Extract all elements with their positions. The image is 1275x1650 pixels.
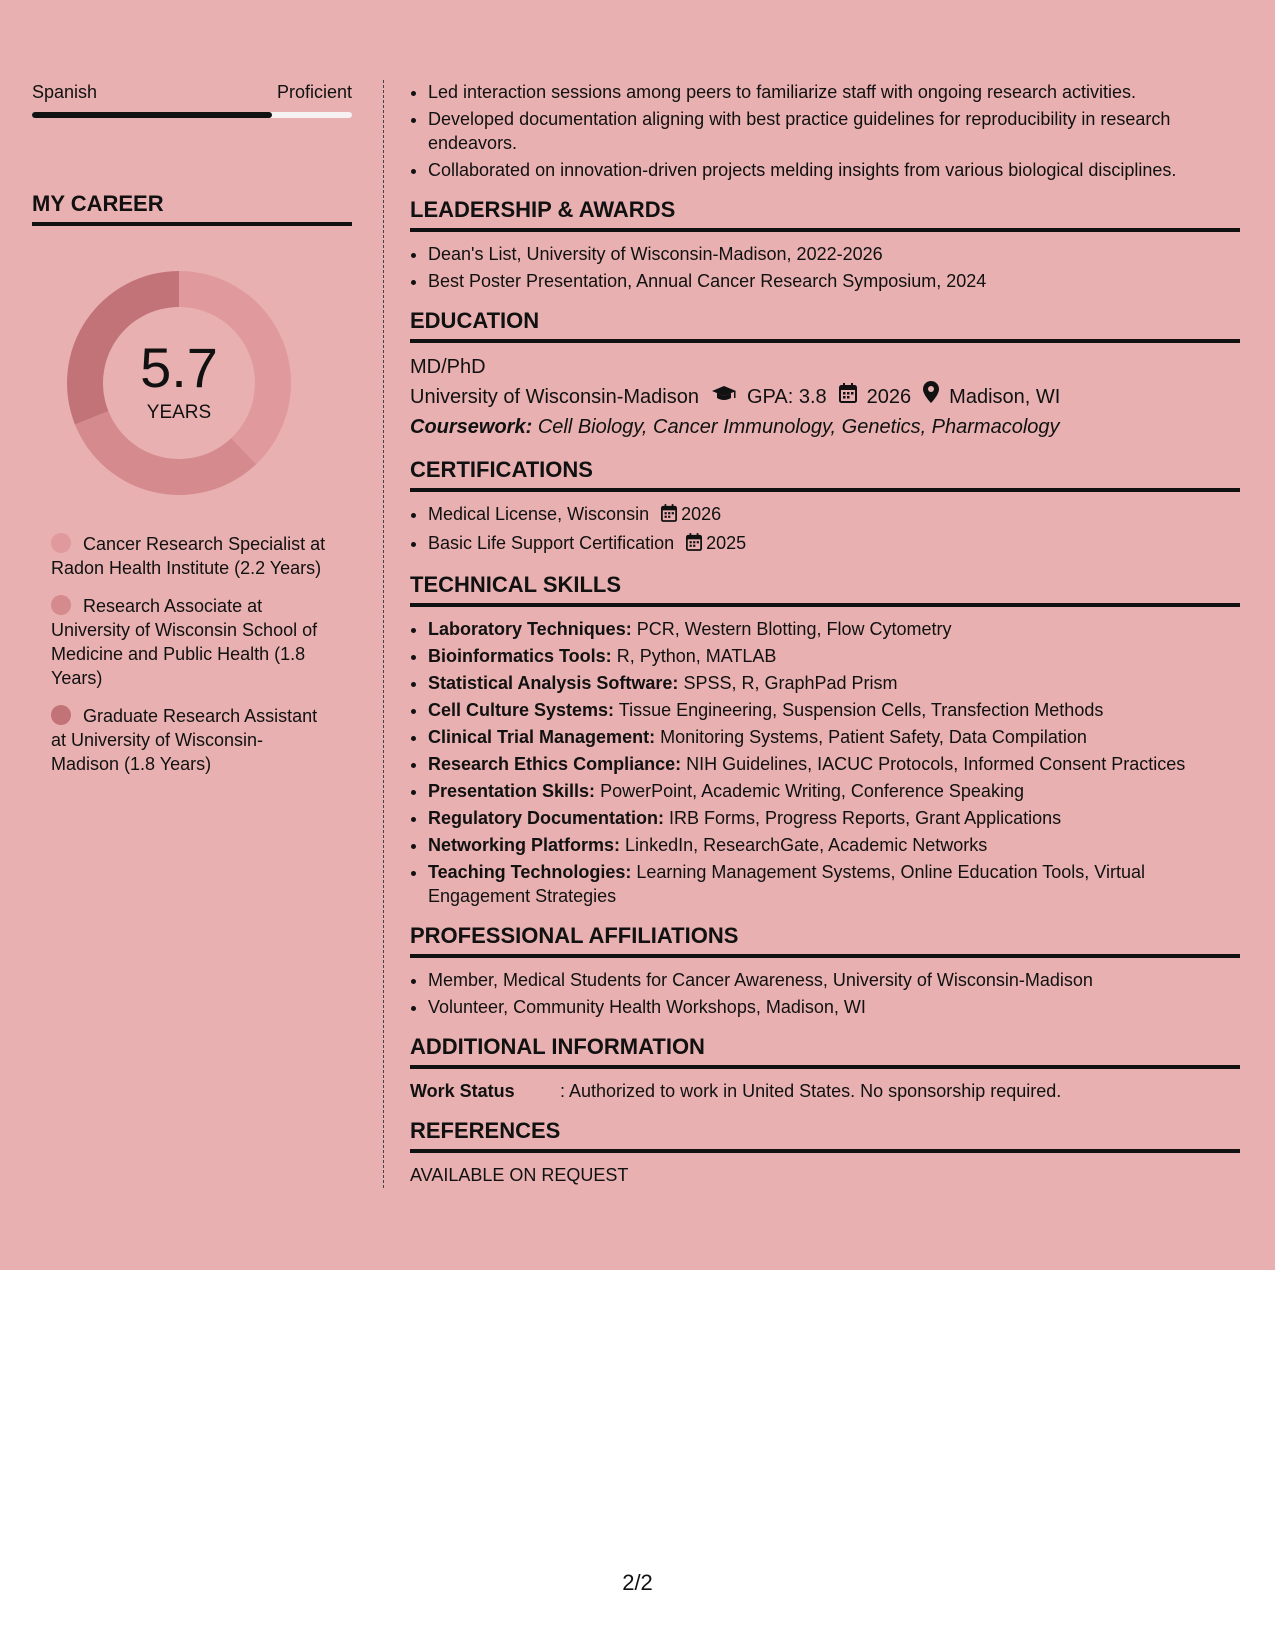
work-status-label: Work Status [410,1081,515,1101]
calendar-icon [686,533,702,557]
cert-year: 2025 [706,533,747,553]
leadership-title: LEADERSHIP & AWARDS [410,196,1240,232]
language-name: Spanish [32,82,98,102]
legend-dot-2 [51,595,71,615]
references-text: AVAILABLE ON REQUEST [410,1165,629,1185]
affiliations-title: PROFESSIONAL AFFILIATIONS [410,922,1240,958]
language-level: Proficient [276,82,352,102]
column-divider [383,80,384,1188]
coursework-list: Cell Biology, Cancer Immunology, Genetics, Pharmacology [537,416,1060,438]
skill-label: Laboratory Techniques: [428,619,632,639]
language-row [32,80,352,104]
education-details [410,381,1240,412]
list-item: • Dean's List, University of Wisconsin-Madison, 2022-2026 [428,242,1240,266]
skill-value: NIH Guidelines, IACUC Protocols, Informed Consent Practices [686,754,1186,774]
skill-item [428,617,1240,641]
skill-value: Monitoring Systems, Patient Safety, Data Compilation [660,727,1087,747]
left-column [32,80,352,790]
work-status-value: : Authorized to work in United States. No sponsorship required. [560,1081,1062,1101]
legend-item [51,594,331,690]
skill-item [428,698,1240,722]
certifications-title: CERTIFICATIONS [410,456,1240,492]
skill-value: R, Python, MATLAB [616,646,777,666]
skill-label: Research Ethics Compliance: [428,754,682,774]
skills-title: TECHNICAL SKILLS [410,571,1240,607]
affiliations-list [410,968,1240,1019]
skill-value: IRB Forms, Progress Reports, Grant Applications [669,808,1062,828]
degree: MD/PhD [410,356,486,378]
calendar-icon [661,504,677,528]
list-item: • Developed documentation aligning with best practice guidelines for reproducibility in research endeavors. [428,107,1240,155]
school-location: Madison, WI [949,385,1061,408]
list-item: • Collaborated on innovation-driven projects melding insights from various biological disciplines. [428,158,1240,182]
legend-dot-1 [51,533,71,553]
school-name: University of Wisconsin-Madison [410,385,699,408]
career-legend [51,532,331,776]
skill-label: Regulatory Documentation: [428,808,665,828]
experience-bullets [410,80,1240,182]
skill-item [428,860,1240,908]
skill-item [428,833,1240,857]
skill-value: SPSS, R, GraphPad Prism [683,673,898,693]
location-pin-icon [923,381,939,412]
graduation-cap-icon [711,382,737,412]
skill-value: Tissue Engineering, Suspension Cells, Transfection Methods [618,700,1104,720]
skill-item [428,644,1240,668]
cert-name: Medical License, Wisconsin [428,504,650,524]
right-column [410,80,1240,1187]
list-item [428,502,1240,528]
career-title: MY CAREER [32,190,352,226]
skill-label: Networking Platforms: [428,835,621,855]
skill-value: PCR, Western Blotting, Flow Cytometry [636,619,952,639]
legend-item [51,704,331,776]
gpa: GPA: 3.8 [746,385,827,408]
legend-item [51,532,331,580]
leadership-list [410,242,1240,293]
list-item: • Led interaction sessions among peers to familiarize staff with ongoing research activities. [428,80,1240,104]
language-bar-fill [32,112,272,118]
skill-label: Clinical Trial Management: [428,727,656,747]
legend-label: Graduate Research Assistant at University of Wisconsin-Madison (1.8 Years) [51,706,318,774]
skill-value: LinkedIn, ResearchGate, Academic Networks [625,835,988,855]
legend-label: Cancer Research Specialist at Radon Health Institute (2.2 Years) [51,534,326,578]
skill-item [428,671,1240,695]
list-item: • Best Poster Presentation, Annual Cancer Research Symposium, 2024 [428,269,1240,293]
skill-item [428,806,1240,830]
career-donut-chart [64,268,294,498]
list-item [428,531,1240,557]
skill-item [428,752,1240,776]
graduation-year: 2026 [866,385,912,408]
coursework-label: Coursework: [410,416,533,438]
legend-label: Research Associate at University of Wisconsin School of Medicine and Public Health (1.8 Years) [51,596,318,688]
skill-label: Statistical Analysis Software: [428,673,679,693]
skill-value: Learning Management Systems, Online Education Tools, Virtual Engagement Strategies [428,862,1145,906]
list-item: • Volunteer, Community Health Workshops, Madison, WI [428,995,1240,1019]
donut-center [64,268,294,498]
coursework [410,412,1240,442]
skill-label: Teaching Technologies: [428,862,632,882]
skill-label: Bioinformatics Tools: [428,646,612,666]
page-number: 2/2 [622,1570,653,1595]
language-bar [32,112,352,118]
skill-value: PowerPoint, Academic Writing, Conference Speaking [600,781,1024,801]
education-title: EDUCATION [410,307,1240,343]
calendar-icon [839,382,857,412]
career-unit: YEARS [146,402,212,423]
work-status-row [410,1079,1240,1103]
references-title: REFERENCES [410,1117,1240,1153]
skill-label: Cell Culture Systems: [428,700,615,720]
legend-dot-3 [51,705,71,725]
additional-title: ADDITIONAL INFORMATION [410,1033,1240,1069]
cert-name: Basic Life Support Certification [428,533,675,553]
skills-list [410,617,1240,908]
skill-item [428,725,1240,749]
list-item: • Member, Medical Students for Cancer Awareness, University of Wisconsin-Madison [428,968,1240,992]
career-total: 5.7 [140,336,218,399]
skill-item [428,779,1240,803]
certifications-list [410,502,1240,557]
skill-label: Presentation Skills: [428,781,596,801]
cert-year: 2026 [681,504,722,524]
